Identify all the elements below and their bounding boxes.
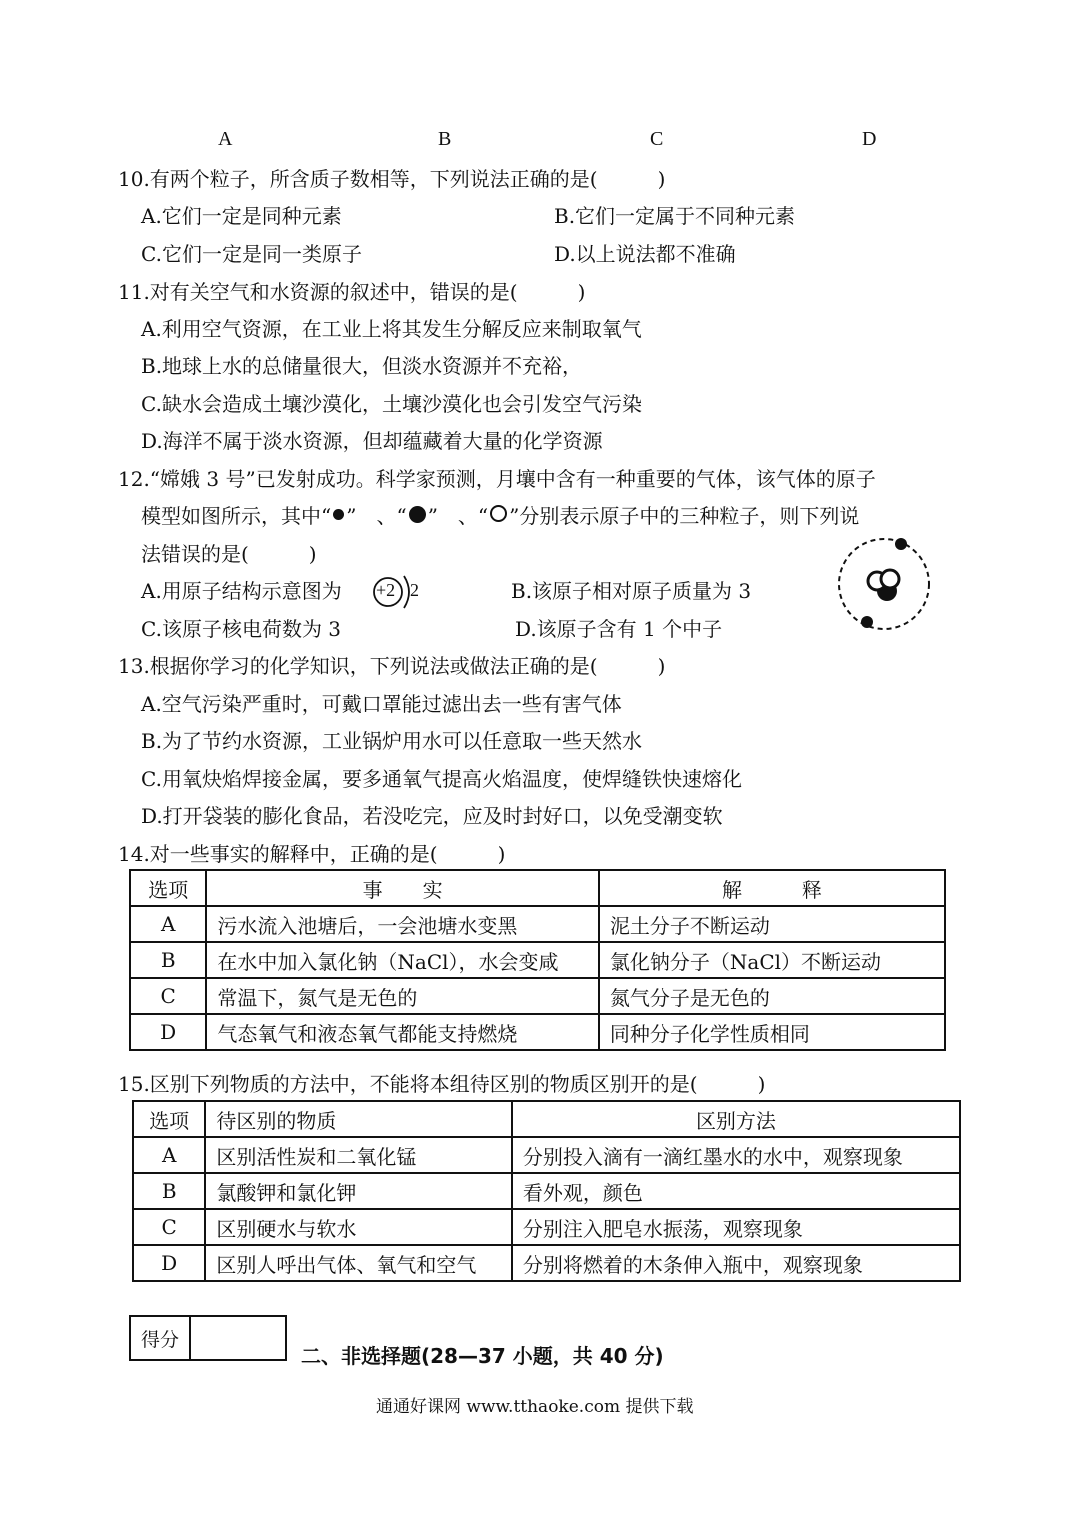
table-row: A 污水流入池塘后，一会池塘水变黑 泥土分子不断运动 (130, 906, 945, 942)
q13-option-d: D.打开袋装的膨化食品，若没吃完，应及时封好口，以免受潮变软 (141, 804, 723, 828)
section-title: 二、非选择题(28—37 小题，共 40 分) (301, 1344, 664, 1368)
label-b: B (438, 128, 452, 150)
q12-option-b: B.该原子相对原子质量为 3 (511, 579, 752, 603)
q10-option-a: A.它们一定是同种元素 (141, 204, 342, 228)
header-cell: 选项 (133, 1101, 205, 1137)
q13-option-c: C.用氧炔焰焊接金属，要多通氧气提高火焰温度，使焊缝铁快速熔化 (141, 767, 742, 791)
q11-option-c: C.缺水会造成土壤沙漠化，土壤沙漠化也会引发空气污染 (141, 392, 642, 416)
table-row: C 常温下，氮气是无色的 氮气分子是无色的 (130, 978, 945, 1014)
table-row: B 氯酸钾和氯化钾 看外观，颜色 (133, 1173, 960, 1209)
q12-stem-line2: 模型如图所示，其中“ ” 、“ ” 、“ ”分别表示原子中的三种粒子，则下列说 (141, 504, 860, 528)
q13-option-a: A.空气污染严重时，可戴口罩能过滤出去一些有害气体 (141, 692, 622, 716)
q11-option-a: A.利用空气资源，在工业上将其发生分解反应来制取氧气 (141, 317, 642, 341)
table-header-row (130, 870, 945, 906)
table-row: B 在水中加入氯化钠（NaCl），水会变咸 氯化钠分子（NaCl）不断运动 (130, 942, 945, 978)
score-box (129, 1315, 287, 1361)
atomic-structure-diagram-icon (368, 570, 428, 614)
q10-option-d: D.以上说法都不准确 (554, 242, 736, 266)
small-dot-icon (333, 509, 344, 520)
table-row: D 区别人呼出气体、氧气和空气 分别将燃着的木条伸入瓶中，观察现象 (133, 1245, 960, 1281)
q15-table (132, 1100, 961, 1282)
q13-stem: 13.根据你学习的化学知识，下列说法或做法正确的是( ) (118, 654, 666, 678)
table-row: C 区别硬水与软水 分别注入肥皂水振荡，观察现象 (133, 1209, 960, 1245)
q11-stem: 11.对有关空气和水资源的叙述中，错误的是( ) (118, 280, 586, 304)
q11-option-b: B.地球上水的总储量很大，但淡水资源并不充裕， (141, 354, 583, 378)
q14-stem: 14.对一些事实的解释中，正确的是( ) (118, 842, 506, 866)
shell-electrons: 2 (410, 580, 419, 600)
table-row: A 区别活性炭和二氧化锰 分别投入滴有一滴红墨水的水中，观察现象 (133, 1137, 960, 1173)
table-row: D 气态氧气和液态氧气都能支持燃烧 同种分子化学性质相同 (130, 1014, 945, 1050)
q12-stem-line3: 法错误的是( ) (141, 542, 317, 566)
large-dot-icon (409, 506, 426, 523)
header-cell: 区别方法 (512, 1101, 960, 1137)
q12-stem-line1: 12.“嫦娥 3 号”已发射成功。科学家预测，月壤中含有一种重要的气体，该气体的原子 (118, 467, 876, 491)
q13-option-b: B.为了节约水资源，工业锅炉用水可以任意取一些天然水 (141, 729, 643, 753)
q11-option-d: D.海洋不属于淡水资源，但却蕴藏着大量的化学资源 (141, 429, 603, 453)
label-a: A (218, 128, 233, 150)
atom-model-figure (830, 534, 940, 634)
q15-stem: 15.区别下列物质的方法中，不能将本组待区别的物质区别开的是( ) (118, 1072, 766, 1096)
q14-table (129, 869, 946, 1051)
nucleus-charge: +2 (376, 580, 396, 600)
header-cell: 解 释 (599, 870, 945, 906)
q10-option-b: B.它们一定属于不同种元素 (554, 204, 796, 228)
page-footer: 通通好课网 www.tthaoke.com 提供下载 (376, 1397, 694, 1417)
header-cell: 待区别的物质 (205, 1101, 512, 1137)
label-d: D (862, 128, 877, 150)
q10-option-c: C.它们一定是同一类原子 (141, 242, 362, 266)
table-header-row (133, 1101, 960, 1137)
q10-stem: 10.有两个粒子，所含质子数相等，下列说法正确的是( ) (118, 167, 666, 191)
header-cell: 事 实 (206, 870, 598, 906)
label-c: C (650, 128, 664, 150)
hollow-circle-icon (490, 505, 507, 522)
q12-option-d: D.该原子含有 1 个中子 (515, 617, 723, 641)
score-label: 得分 (131, 1317, 191, 1359)
score-entry-field[interactable] (191, 1317, 285, 1359)
header-cell: 选项 (130, 870, 206, 906)
q12-option-c: C.该原子核电荷数为 3 (141, 617, 342, 641)
q12-option-a: A.用原子结构示意图为 (141, 579, 342, 603)
